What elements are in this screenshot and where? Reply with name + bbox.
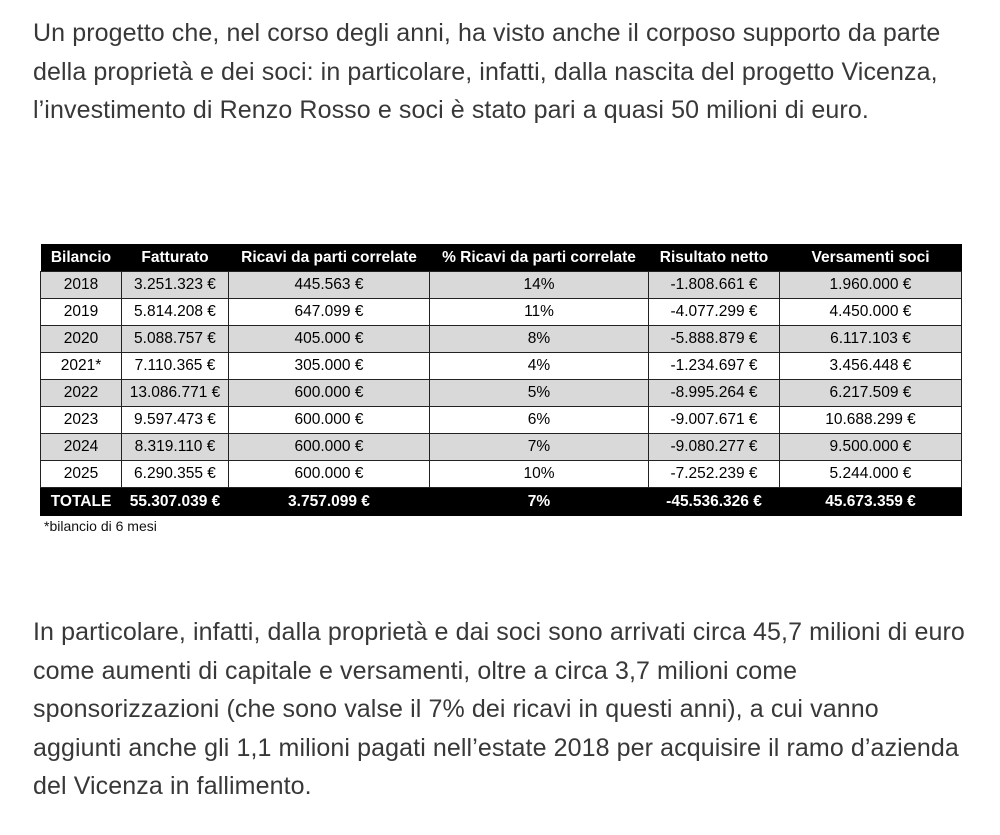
table-cell: 4% [430, 353, 649, 380]
table-footnote: *bilancio di 6 mesi [44, 518, 157, 534]
table-cell: 6% [430, 407, 649, 434]
table-cell: 1.960.000 € [780, 272, 962, 299]
total-ricavi-parti-correlate: 3.757.099 € [229, 488, 430, 516]
table-cell: 2018 [41, 272, 122, 299]
table-cell: -9.080.277 € [649, 434, 780, 461]
table-cell: 10% [430, 461, 649, 488]
total-percent-ricavi: 7% [430, 488, 649, 516]
table-cell: -4.077.299 € [649, 299, 780, 326]
financial-table-container [40, 244, 961, 516]
header-risultato-netto: Risultato netto [649, 244, 780, 272]
table-cell: 2024 [41, 434, 122, 461]
table-cell: 10.688.299 € [780, 407, 962, 434]
table-cell: 305.000 € [229, 353, 430, 380]
table-cell: -9.007.671 € [649, 407, 780, 434]
table-total-row [41, 488, 962, 516]
table-row [41, 461, 962, 488]
header-fatturato: Fatturato [122, 244, 229, 272]
table-cell: 647.099 € [229, 299, 430, 326]
table-row [41, 353, 962, 380]
table-cell: 600.000 € [229, 380, 430, 407]
table-cell: 11% [430, 299, 649, 326]
table-cell: 5.244.000 € [780, 461, 962, 488]
table-cell: 9.500.000 € [780, 434, 962, 461]
header-bilancio: Bilancio [41, 244, 122, 272]
table-cell: 600.000 € [229, 434, 430, 461]
table-header-row [41, 244, 962, 272]
table-cell: 6.290.355 € [122, 461, 229, 488]
intro-paragraph: Un progetto che, nel corso degli anni, ha visto anche il corposo supporto da parte della proprietà e dei soci: in particolare, infatti, dalla nascita del progetto Vicenza, l’investimento di Renzo Rosso e soci è stato pari a quasi 50 milioni di euro. [33, 19, 941, 124]
table-row [41, 434, 962, 461]
table-cell: -7.252.239 € [649, 461, 780, 488]
table-cell: 13.086.771 € [122, 380, 229, 407]
table-cell: -1.808.661 € [649, 272, 780, 299]
table-cell: 9.597.473 € [122, 407, 229, 434]
table-row [41, 380, 962, 407]
table-cell: 600.000 € [229, 461, 430, 488]
table-cell: 5.814.208 € [122, 299, 229, 326]
table-cell: 2022 [41, 380, 122, 407]
table-cell: 5% [430, 380, 649, 407]
total-versamenti-soci: 45.673.359 € [780, 488, 962, 516]
header-ricavi-parti-correlate: Ricavi da parti correlate [229, 244, 430, 272]
table-cell: 3.456.448 € [780, 353, 962, 380]
table-cell: 445.563 € [229, 272, 430, 299]
header-percent-ricavi: % Ricavi da parti correlate [430, 244, 649, 272]
table-cell: 5.088.757 € [122, 326, 229, 353]
table-cell: 14% [430, 272, 649, 299]
table-cell: 2023 [41, 407, 122, 434]
table-cell: -1.234.697 € [649, 353, 780, 380]
table-row [41, 272, 962, 299]
table-cell: 8.319.110 € [122, 434, 229, 461]
total-risultato-netto: -45.536.326 € [649, 488, 780, 516]
table-cell: 2020 [41, 326, 122, 353]
total-fatturato: 55.307.039 € [122, 488, 229, 516]
table-cell: 6.117.103 € [780, 326, 962, 353]
financial-table [40, 244, 962, 516]
table-cell: 7.110.365 € [122, 353, 229, 380]
table-cell: 2025 [41, 461, 122, 488]
table-cell: 2019 [41, 299, 122, 326]
table-cell: 3.251.323 € [122, 272, 229, 299]
table-cell: 600.000 € [229, 407, 430, 434]
table-cell: -5.888.879 € [649, 326, 780, 353]
table-cell: 2021* [41, 353, 122, 380]
table-row [41, 326, 962, 353]
table-row [41, 407, 962, 434]
total-label: TOTALE [41, 488, 122, 516]
table-cell: 405.000 € [229, 326, 430, 353]
table-cell: 7% [430, 434, 649, 461]
table-cell: -8.995.264 € [649, 380, 780, 407]
table-cell: 8% [430, 326, 649, 353]
header-versamenti-soci: Versamenti soci [780, 244, 962, 272]
table-cell: 4.450.000 € [780, 299, 962, 326]
conclusion-paragraph: In particolare, infatti, dalla proprietà e dai soci sono arrivati circa 45,7 milioni di euro come aumenti di capitale e versamenti, oltre a circa 3,7 milioni come sponsorizzazioni (che sono valse il 7% dei ricavi in questi anni), a cui vanno aggiunti anche gli 1,1 milioni pagati nell’estate 2018 per acquisire il ramo d’azienda del Vicenza in fallimento. [33, 618, 965, 800]
table-row [41, 299, 962, 326]
table-cell: 6.217.509 € [780, 380, 962, 407]
